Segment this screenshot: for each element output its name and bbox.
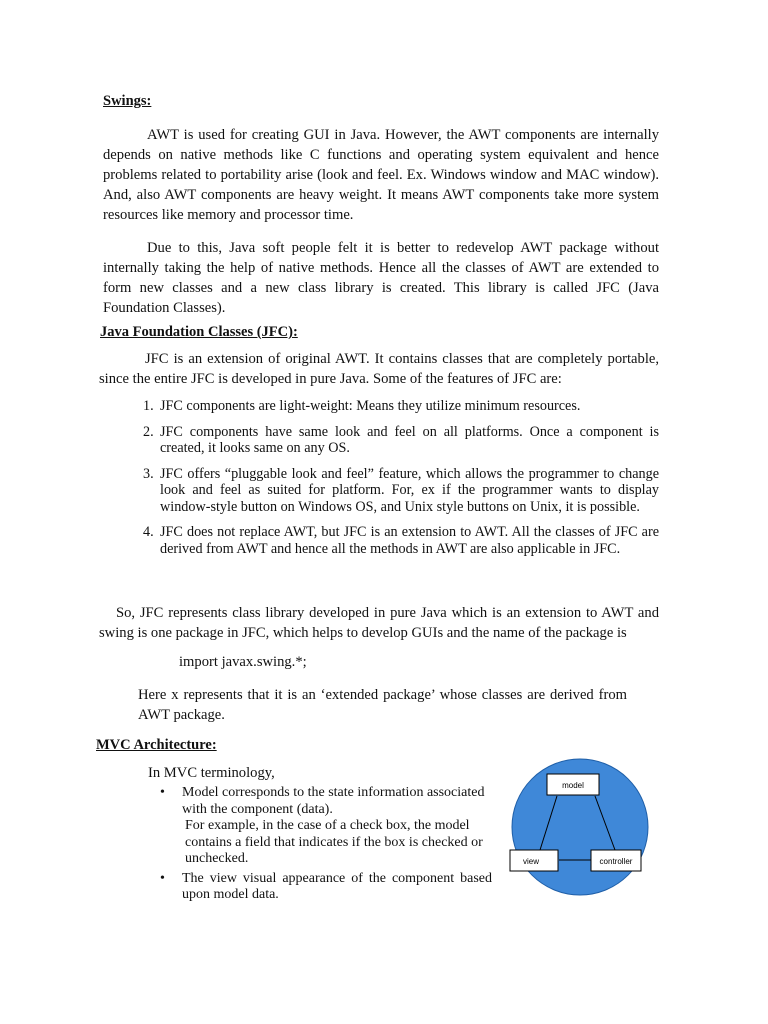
list-item xyxy=(148,871,492,904)
list-number: 2. xyxy=(143,423,154,440)
model-label: model xyxy=(562,781,584,790)
import-statement: import javax.swing.*; xyxy=(179,654,307,670)
paragraph-jfc-intro: JFC is an extension of original AWT. It contains classes that are completely portable, since the entire JFC is developed in pure Java. Some of the features of JFC are: xyxy=(99,351,659,387)
list-item-text: For example, in the case of a check box, the model contains a field that indicates if the box is checked or unchecked. xyxy=(185,818,483,866)
heading-jfc: Java Foundation Classes (JFC): xyxy=(100,324,298,340)
list-item xyxy=(143,398,659,415)
list-item xyxy=(148,785,492,868)
bullet-icon: • xyxy=(160,785,165,800)
paragraph-jfc-summary: So, JFC represents class library developed in pure Java which is an extension to AWT and swing is one package in JFC, which helps to develop GUIs and the name of the package is xyxy=(99,605,659,641)
bullet-icon: • xyxy=(160,870,165,886)
list-number: 1. xyxy=(143,398,154,414)
paragraph-extended-package: Here x represents that it is an ‘extended package’ whose classes are derived from AWT package. xyxy=(138,687,627,723)
mvc-diagram-svg xyxy=(505,757,655,897)
view-label: view xyxy=(523,857,540,866)
heading-swings: Swings: xyxy=(103,93,152,109)
controller-label: controller xyxy=(599,857,633,866)
list-number: 4. xyxy=(143,524,154,540)
list-item-text: Model corresponds to the state information associated with the component (data). xyxy=(182,785,485,817)
mvc-diagram xyxy=(505,757,655,897)
list-item-text: JFC does not replace AWT, but JFC is an extension to AWT. All the classes of JFC are derived from AWT and hence all the methods in AWT are also applicable in JFC. xyxy=(160,524,659,557)
list-item xyxy=(143,524,659,557)
paragraph-java-soft: Due to this, Java soft people felt it is better to redevelop AWT package without internally taking the help of native methods. Hence all the classes of AWT are extended to form new classes and a new class library is created. This library is called JFC (Java Foundation Classes). xyxy=(103,240,659,316)
list-item-text: The view visual appearance of the component based upon model data. xyxy=(182,870,492,902)
list-item xyxy=(143,466,659,516)
paragraph-awt: AWT is used for creating GUI in Java. However, the AWT components are internally depends on native methods like C functions and operating system equivalent and hence problems related to portability arise (look and feel. Ex. Windows window and MAC window). And, also AWT components are heavy weight. It means AWT components take more system resources like memory and processor time. xyxy=(103,127,659,223)
mvc-intro: In MVC terminology, xyxy=(148,765,275,781)
list-item-text: JFC components have same look and feel on all platforms. Once a component is created, it looks same on any OS. xyxy=(160,423,659,456)
list-item-text: JFC components are light-weight: Means they utilize minimum resources. xyxy=(160,398,581,414)
list-number: 3. xyxy=(143,465,154,482)
mvc-bullet-list xyxy=(148,785,492,904)
heading-mvc: MVC Architecture: xyxy=(96,737,217,753)
list-item-text: JFC offers “pluggable look and feel” feature, which allows the programmer to change look and feel as suited for platform. For, ex if the programmer wants to display window-style button on Windows OS, and Unix style buttons on Unix, it is possible. xyxy=(160,465,659,515)
list-item xyxy=(143,424,659,457)
jfc-features-list xyxy=(143,398,659,565)
